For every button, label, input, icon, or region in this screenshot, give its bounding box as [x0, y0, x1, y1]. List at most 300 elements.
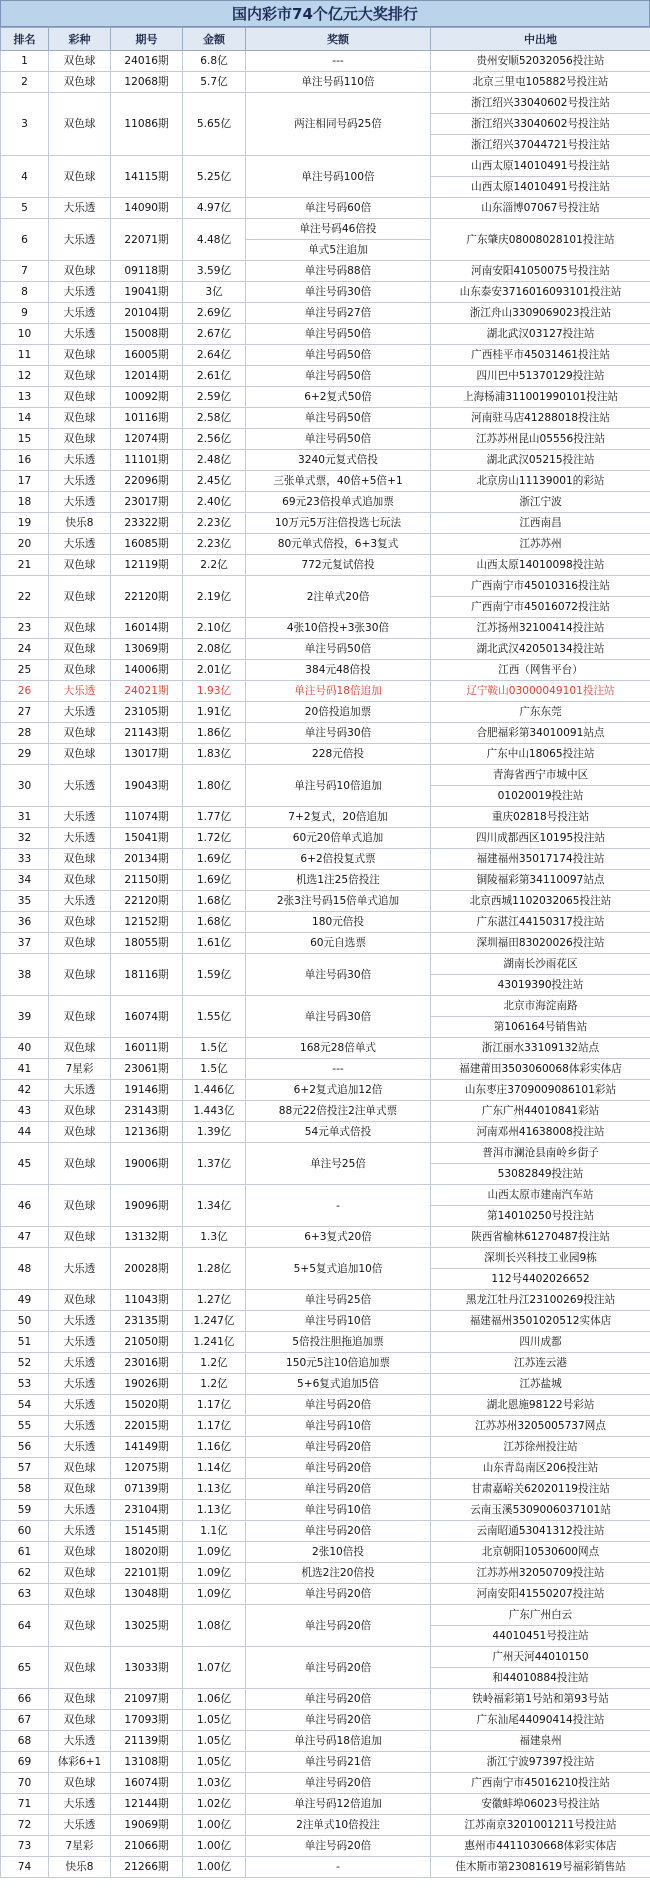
prize-cell: 机选2注20倍投 [246, 1563, 431, 1584]
game-cell: 双色球 [49, 156, 111, 198]
issue-cell: 19096期 [111, 1185, 183, 1227]
prize-cell: 单注号码30倍 [246, 723, 431, 744]
rank-cell: 62 [1, 1563, 49, 1584]
game-cell: 大乐透 [49, 1521, 111, 1542]
issue-cell: 22120期 [111, 891, 183, 912]
rank-cell: 9 [1, 303, 49, 324]
game-cell: 双色球 [49, 1122, 111, 1143]
amount-cell: 1.07亿 [183, 1647, 246, 1689]
game-cell: 双色球 [49, 1479, 111, 1500]
location-cell: 铜陵福彩第34110097站点 [431, 870, 650, 891]
rank-cell: 28 [1, 723, 49, 744]
location-cell: 浙江宁波 [431, 492, 650, 513]
prize-cell: 单注号码21倍 [246, 1752, 431, 1773]
location-cell: 河南安阳41050075号投注站 [431, 261, 650, 282]
table-row [1, 282, 650, 303]
rank-cell: 53 [1, 1374, 49, 1395]
amount-cell: 2.64亿 [183, 345, 246, 366]
rank-cell: 41 [1, 1059, 49, 1080]
prize-cell: 单注号码25倍 [246, 1290, 431, 1311]
table-row [1, 639, 650, 660]
prize-cell: 单注号码50倍 [246, 639, 431, 660]
location-cell: 第14010250号投注站 [431, 1206, 650, 1227]
location-cell: 浙江绍兴37044721号投注站 [431, 135, 650, 156]
prize-cell: 单注号码60倍 [246, 198, 431, 219]
rank-cell: 32 [1, 828, 49, 849]
location-cell: 山西太原14010491号投注站 [431, 156, 650, 177]
header-location: 中出地 [431, 28, 650, 51]
game-cell: 双色球 [49, 72, 111, 93]
amount-cell: 1.34亿 [183, 1185, 246, 1227]
game-cell: 双色球 [49, 1689, 111, 1710]
game-cell: 大乐透 [49, 1332, 111, 1353]
prize-cell: 384元48倍投 [246, 660, 431, 681]
rank-cell: 12 [1, 366, 49, 387]
location-cell: 浙江丽水33109132站点 [431, 1038, 650, 1059]
issue-cell: 18020期 [111, 1542, 183, 1563]
rank-cell: 23 [1, 618, 49, 639]
location-cell: 合肥福彩第34010091站点 [431, 723, 650, 744]
prize-cell: 3240元复式倍投 [246, 450, 431, 471]
issue-cell: 23322期 [111, 513, 183, 534]
header-row [1, 28, 650, 51]
table-row [1, 891, 650, 912]
issue-cell: 12075期 [111, 1458, 183, 1479]
issue-cell: 23016期 [111, 1353, 183, 1374]
rank-cell: 37 [1, 933, 49, 954]
game-cell: 大乐透 [49, 765, 111, 807]
issue-cell: 20028期 [111, 1248, 183, 1290]
location-cell: 上海杨浦311001990101投注站 [431, 387, 650, 408]
prize-cell: 2张10倍投 [246, 1542, 431, 1563]
issue-cell: 20104期 [111, 303, 183, 324]
location-cell: 深圳长兴科技工业园9栋 [431, 1248, 650, 1269]
location-cell: 陕西省榆林61270487投注站 [431, 1227, 650, 1248]
amount-cell: 5.7亿 [183, 72, 246, 93]
table-row [1, 513, 650, 534]
prize-cell: 2张3注号码15倍单式追加 [246, 891, 431, 912]
location-cell: 广东广州44010841彩站 [431, 1101, 650, 1122]
issue-cell: 24016期 [111, 51, 183, 72]
amount-cell: 1.59亿 [183, 954, 246, 996]
prize-cell: 单注号码18倍追加 [246, 681, 431, 702]
issue-cell: 12152期 [111, 912, 183, 933]
amount-cell: 2.48亿 [183, 450, 246, 471]
location-cell: 安徽蚌埠06023号投注站 [431, 1794, 650, 1815]
rank-cell: 5 [1, 198, 49, 219]
prize-cell: 单注号码27倍 [246, 303, 431, 324]
location-cell: 北京朝阳10530600网点 [431, 1542, 650, 1563]
location-cell: 福建福州35017174投注站 [431, 849, 650, 870]
game-cell: 大乐透 [49, 303, 111, 324]
location-cell: 53082849投注站 [431, 1164, 650, 1185]
game-cell: 双色球 [49, 870, 111, 891]
amount-cell: 1.5亿 [183, 1059, 246, 1080]
amount-cell: 1.446亿 [183, 1080, 246, 1101]
game-cell: 双色球 [49, 1647, 111, 1689]
table-row [1, 1353, 650, 1374]
rank-cell: 26 [1, 681, 49, 702]
issue-cell: 07139期 [111, 1479, 183, 1500]
table-row [1, 1311, 650, 1332]
location-cell: 浙江舟山3309069023投注站 [431, 303, 650, 324]
rank-cell: 1 [1, 51, 49, 72]
rank-cell: 38 [1, 954, 49, 996]
rank-cell: 50 [1, 1311, 49, 1332]
amount-cell: 1.09亿 [183, 1542, 246, 1563]
game-cell: 大乐透 [49, 198, 111, 219]
location-cell: 湖北武汉42050134投注站 [431, 639, 650, 660]
rank-cell: 70 [1, 1773, 49, 1794]
rank-cell: 33 [1, 849, 49, 870]
prize-cell: 单注号码10倍 [246, 1311, 431, 1332]
prize-cell: 150元5注10倍追加票 [246, 1353, 431, 1374]
ranking-table [0, 27, 650, 1878]
issue-cell: 21050期 [111, 1332, 183, 1353]
amount-cell: 2.45亿 [183, 471, 246, 492]
amount-cell: 2.40亿 [183, 492, 246, 513]
table-row [1, 156, 650, 177]
rank-cell: 16 [1, 450, 49, 471]
amount-cell: 1.17亿 [183, 1416, 246, 1437]
game-cell: 双色球 [49, 723, 111, 744]
table-row [1, 366, 650, 387]
issue-cell: 16074期 [111, 996, 183, 1038]
table-row [1, 303, 650, 324]
table-row [1, 828, 650, 849]
issue-cell: 24021期 [111, 681, 183, 702]
rank-cell: 36 [1, 912, 49, 933]
location-cell: 第106164号销售站 [431, 1017, 650, 1038]
issue-cell: 23017期 [111, 492, 183, 513]
rank-cell: 8 [1, 282, 49, 303]
prize-cell: 69元23倍投单式追加票 [246, 492, 431, 513]
amount-cell: 1.03亿 [183, 1773, 246, 1794]
amount-cell: 1.68亿 [183, 912, 246, 933]
amount-cell: 1.16亿 [183, 1437, 246, 1458]
prize-cell: 4张10倍投+3张30倍 [246, 618, 431, 639]
game-cell: 大乐透 [49, 1794, 111, 1815]
prize-cell: 6+2复式50倍 [246, 387, 431, 408]
issue-cell: 21097期 [111, 1689, 183, 1710]
issue-cell: 12144期 [111, 1794, 183, 1815]
rank-cell: 22 [1, 576, 49, 618]
table-row [1, 1815, 650, 1836]
game-cell: 双色球 [49, 387, 111, 408]
issue-cell: 14006期 [111, 660, 183, 681]
rank-cell: 3 [1, 93, 49, 156]
issue-cell: 10116期 [111, 408, 183, 429]
location-cell: 山西太原市建南汽车站 [431, 1185, 650, 1206]
rank-cell: 20 [1, 534, 49, 555]
location-cell: 江苏盐城 [431, 1374, 650, 1395]
amount-cell: 1.83亿 [183, 744, 246, 765]
issue-cell: 15041期 [111, 828, 183, 849]
issue-cell: 12119期 [111, 555, 183, 576]
location-cell: 44010451号投注站 [431, 1626, 650, 1647]
game-cell: 双色球 [49, 1185, 111, 1227]
game-cell: 大乐透 [49, 807, 111, 828]
amount-cell: 1.3亿 [183, 1227, 246, 1248]
game-cell: 7星彩 [49, 1836, 111, 1857]
table-row [1, 1542, 650, 1563]
issue-cell: 14149期 [111, 1437, 183, 1458]
game-cell: 双色球 [49, 849, 111, 870]
issue-cell: 12014期 [111, 366, 183, 387]
game-cell: 双色球 [49, 1227, 111, 1248]
location-cell: 江苏扬州32100414投注站 [431, 618, 650, 639]
table-row [1, 702, 650, 723]
prize-cell: 三张单式票，40倍+5倍+1 [246, 471, 431, 492]
table-row [1, 93, 650, 114]
location-cell: 江西（网售平台） [431, 660, 650, 681]
game-cell: 双色球 [49, 51, 111, 72]
prize-cell: 单注号码20倍 [246, 1479, 431, 1500]
amount-cell: 2.61亿 [183, 366, 246, 387]
amount-cell: 1.06亿 [183, 1689, 246, 1710]
table-row [1, 765, 650, 786]
prize-cell: 单注号25倍 [246, 1143, 431, 1185]
prize-cell: 5+5复式追加10倍 [246, 1248, 431, 1290]
table-row [1, 1500, 650, 1521]
location-cell: 湖北武汉05215投注站 [431, 450, 650, 471]
amount-cell: 6.8亿 [183, 51, 246, 72]
rank-cell: 19 [1, 513, 49, 534]
location-cell: 浙江绍兴33040602号投注站 [431, 93, 650, 114]
table-row [1, 1647, 650, 1668]
issue-cell: 22096期 [111, 471, 183, 492]
game-cell: 双色球 [49, 912, 111, 933]
rank-cell: 43 [1, 1101, 49, 1122]
table-row [1, 471, 650, 492]
table-row [1, 261, 650, 282]
game-cell: 大乐透 [49, 702, 111, 723]
amount-cell: 1.86亿 [183, 723, 246, 744]
issue-cell: 21150期 [111, 870, 183, 891]
location-cell: 福建福州3501020512实体店 [431, 1311, 650, 1332]
prize-cell: 单注号码10倍追加 [246, 765, 431, 807]
rank-cell: 27 [1, 702, 49, 723]
issue-cell: 12074期 [111, 429, 183, 450]
game-cell: 双色球 [49, 345, 111, 366]
location-cell: 山西太原14010491号投注站 [431, 177, 650, 198]
amount-cell: 1.72亿 [183, 828, 246, 849]
game-cell: 大乐透 [49, 450, 111, 471]
game-cell: 双色球 [49, 408, 111, 429]
location-cell: 贵州安顺52032056投注站 [431, 51, 650, 72]
rank-cell: 64 [1, 1605, 49, 1647]
game-cell: 双色球 [49, 744, 111, 765]
rank-cell: 49 [1, 1290, 49, 1311]
table-row [1, 681, 650, 702]
location-cell: 江西南昌 [431, 513, 650, 534]
game-cell: 大乐透 [49, 1080, 111, 1101]
issue-cell: 19069期 [111, 1815, 183, 1836]
amount-cell: 2.2亿 [183, 555, 246, 576]
header-prize: 奖额 [246, 28, 431, 51]
issue-cell: 16014期 [111, 618, 183, 639]
rank-cell: 59 [1, 1500, 49, 1521]
table-row [1, 1122, 650, 1143]
rank-cell: 65 [1, 1647, 49, 1689]
rank-cell: 34 [1, 870, 49, 891]
amount-cell: 1.68亿 [183, 891, 246, 912]
location-cell: 四川巴中51370129投注站 [431, 366, 650, 387]
rank-cell: 45 [1, 1143, 49, 1185]
amount-cell: 1.28亿 [183, 1248, 246, 1290]
issue-cell: 16074期 [111, 1773, 183, 1794]
location-cell: 福建莆田3503060068体彩实体店 [431, 1059, 650, 1080]
location-cell: 浙江宁波97397投注站 [431, 1752, 650, 1773]
amount-cell: 1.241亿 [183, 1332, 246, 1353]
game-cell: 双色球 [49, 261, 111, 282]
amount-cell: 1.00亿 [183, 1836, 246, 1857]
issue-cell: 21139期 [111, 1731, 183, 1752]
location-cell: 广东汕尾44090414投注站 [431, 1710, 650, 1731]
game-cell: 双色球 [49, 1143, 111, 1185]
rank-cell: 40 [1, 1038, 49, 1059]
game-cell: 大乐透 [49, 828, 111, 849]
rank-cell: 46 [1, 1185, 49, 1227]
issue-cell: 22120期 [111, 576, 183, 618]
prize-cell: 单注号码12倍追加 [246, 1794, 431, 1815]
amount-cell: 1.02亿 [183, 1794, 246, 1815]
prize-cell: - [246, 1185, 431, 1227]
amount-cell: 1.27亿 [183, 1290, 246, 1311]
location-cell: 广东东莞 [431, 702, 650, 723]
location-cell: 四川成都西区10195投注站 [431, 828, 650, 849]
game-cell: 双色球 [49, 1101, 111, 1122]
table-row [1, 1857, 650, 1878]
issue-cell: 17093期 [111, 1710, 183, 1731]
rank-cell: 63 [1, 1584, 49, 1605]
amount-cell: 1.14亿 [183, 1458, 246, 1479]
prize-cell: 168元28倍单式 [246, 1038, 431, 1059]
amount-cell: 1.13亿 [183, 1479, 246, 1500]
rank-cell: 73 [1, 1836, 49, 1857]
table-row [1, 534, 650, 555]
amount-cell: 1.00亿 [183, 1857, 246, 1878]
rank-cell: 60 [1, 1521, 49, 1542]
game-cell: 双色球 [49, 1290, 111, 1311]
table-row [1, 1437, 650, 1458]
game-cell: 大乐透 [49, 1311, 111, 1332]
amount-cell: 1.00亿 [183, 1815, 246, 1836]
amount-cell: 1.91亿 [183, 702, 246, 723]
location-cell: 山东枣庄3709009086101彩站 [431, 1080, 650, 1101]
prize-cell: 单注号码50倍 [246, 345, 431, 366]
game-cell: 双色球 [49, 1605, 111, 1647]
game-cell: 双色球 [49, 618, 111, 639]
game-cell: 7星彩 [49, 1059, 111, 1080]
rank-cell: 25 [1, 660, 49, 681]
amount-cell: 2.67亿 [183, 324, 246, 345]
issue-cell: 11074期 [111, 807, 183, 828]
table-row [1, 198, 650, 219]
location-cell: 广西南宁市45016210投注站 [431, 1773, 650, 1794]
rank-cell: 58 [1, 1479, 49, 1500]
rank-cell: 6 [1, 219, 49, 261]
amount-cell: 2.59亿 [183, 387, 246, 408]
issue-cell: 22071期 [111, 219, 183, 261]
prize-cell: 单注号码30倍 [246, 282, 431, 303]
table-row [1, 618, 650, 639]
game-cell: 大乐透 [49, 471, 111, 492]
amount-cell: 2.58亿 [183, 408, 246, 429]
table-row [1, 870, 650, 891]
table-body [1, 51, 650, 1878]
table-row [1, 1605, 650, 1626]
game-cell: 大乐透 [49, 891, 111, 912]
issue-cell: 13069期 [111, 639, 183, 660]
prize-cell: --- [246, 51, 431, 72]
prize-cell: 单注号码20倍 [246, 1773, 431, 1794]
rank-cell: 66 [1, 1689, 49, 1710]
rank-cell: 10 [1, 324, 49, 345]
rank-cell: 2 [1, 72, 49, 93]
location-cell: 云南玉溪5309006037101站 [431, 1500, 650, 1521]
amount-cell: 1.13亿 [183, 1500, 246, 1521]
game-cell: 双色球 [49, 1542, 111, 1563]
game-cell: 大乐透 [49, 1416, 111, 1437]
prize-cell: 单注号码10倍 [246, 1416, 431, 1437]
location-cell: 河南邓州41638008投注站 [431, 1122, 650, 1143]
game-cell: 双色球 [49, 93, 111, 156]
location-cell: 河南驻马店41288018投注站 [431, 408, 650, 429]
header-rank: 排名 [1, 28, 49, 51]
location-cell: 重庆02818号投注站 [431, 807, 650, 828]
game-cell: 双色球 [49, 954, 111, 996]
game-cell: 双色球 [49, 555, 111, 576]
prize-cell: 单注号码18倍追加 [246, 1731, 431, 1752]
location-cell: 北京市海淀南路 [431, 996, 650, 1017]
table-row [1, 1794, 650, 1815]
rank-cell: 55 [1, 1416, 49, 1437]
location-cell: 广西桂平市45031461投注站 [431, 345, 650, 366]
location-cell: 江苏连云港 [431, 1353, 650, 1374]
prize-cell: 5+6复式追加5倍 [246, 1374, 431, 1395]
header-game: 彩种 [49, 28, 111, 51]
amount-cell: 1.55亿 [183, 996, 246, 1038]
table-row [1, 807, 650, 828]
header-issue: 期号 [111, 28, 183, 51]
amount-cell: 1.2亿 [183, 1374, 246, 1395]
prize-cell: 180元倍投 [246, 912, 431, 933]
table-row [1, 1227, 650, 1248]
rank-cell: 68 [1, 1731, 49, 1752]
table-row [1, 1710, 650, 1731]
table-row [1, 1290, 650, 1311]
rank-cell: 4 [1, 156, 49, 198]
rank-cell: 54 [1, 1395, 49, 1416]
table-row [1, 1101, 650, 1122]
prize-cell: 2注单式10倍投注 [246, 1815, 431, 1836]
location-cell: 广东广州白云 [431, 1605, 650, 1626]
amount-cell: 1.2亿 [183, 1353, 246, 1374]
issue-cell: 23135期 [111, 1311, 183, 1332]
table-row [1, 1563, 650, 1584]
prize-cell: 6+2复式追加12倍 [246, 1080, 431, 1101]
table-row [1, 723, 650, 744]
game-cell: 大乐透 [49, 219, 111, 261]
table-row [1, 1395, 650, 1416]
issue-cell: 23104期 [111, 1500, 183, 1521]
rank-cell: 30 [1, 765, 49, 807]
rank-cell: 11 [1, 345, 49, 366]
amount-cell: 1.09亿 [183, 1584, 246, 1605]
game-cell: 大乐透 [49, 1353, 111, 1374]
table-header [1, 28, 650, 51]
